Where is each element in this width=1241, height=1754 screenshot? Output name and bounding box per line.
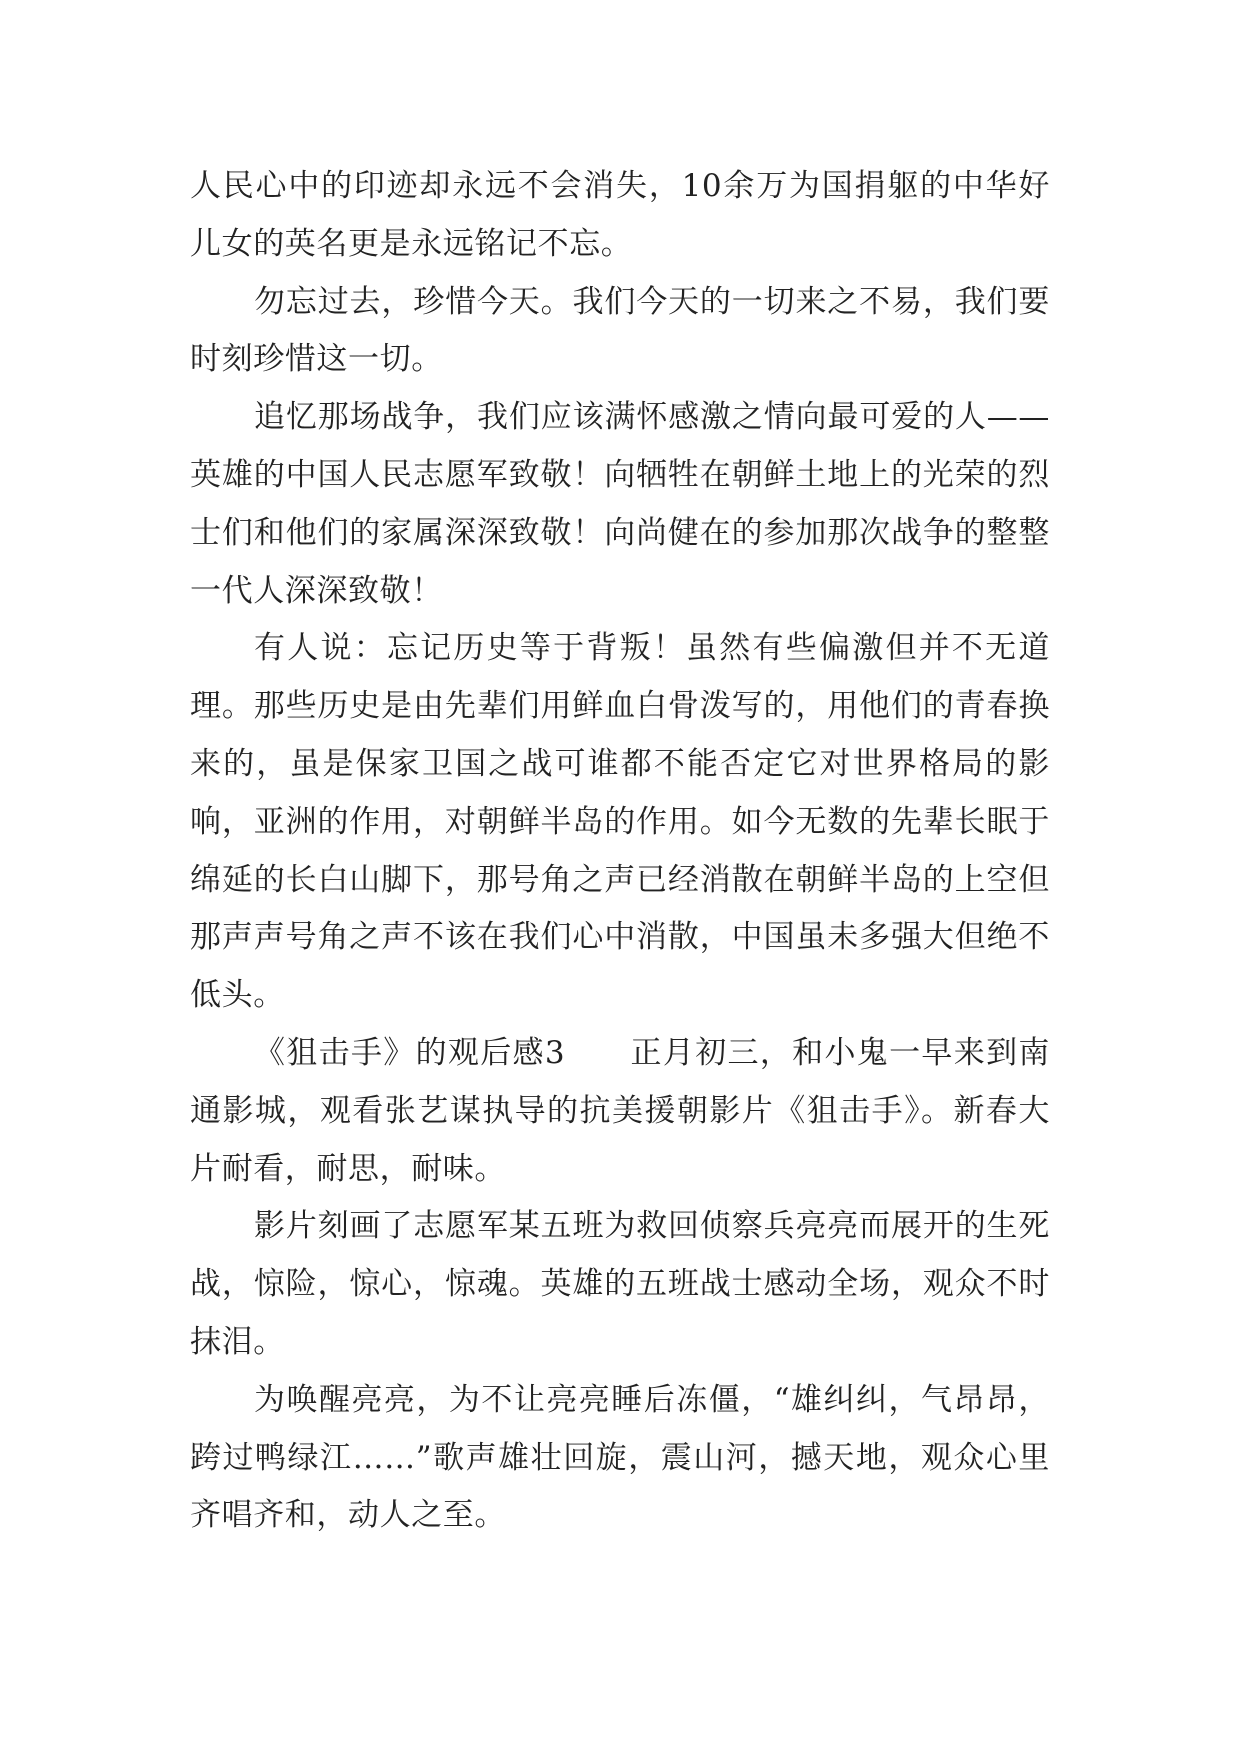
paragraph: 为唤醒亮亮，为不让亮亮睡后冻僵，“雄纠纠，气昂昂，跨过鸭绿江……”歌声雄壮回旋，震山河，撼天地，观众心里齐唱齐和，动人之至。 [190,1381,1050,1534]
paragraph: 勿忘过去，珍惜今天。我们今天的一切来之不易，我们要时刻珍惜这一切。 [190,283,1050,378]
paragraph: 影片刻画了志愿军某五班为救回侦察兵亮亮而展开的生死战，惊险，惊心，惊魂。英雄的五班战士感动全场，观众不时抹泪。 [190,1208,1050,1360]
paragraph: 人民心中的印迹却永远不会消失，10余万为国捐躯的中华好儿女的英名更是永远铭记不忘。 [190,168,1050,262]
paragraph: 追忆那场战争，我们应该满怀感激之情向最可爱的人——英雄的中国人民志愿军致敬！向牺牲在朝鲜土地上的光荣的烈士们和他们的家属深深致敬！向尚健在的参加那次战争的整整一代人深深致敬！ [190,399,1050,609]
paragraph: 有人说：忘记历史等于背叛！虽然有些偏激但并不无道理。那些历史是由先辈们用鲜血白骨泼写的，用他们的青春换来的，虽是保家卫国之战可谁都不能否定它对世界格局的影响，亚洲的作用，对朝鲜半岛的作用。如今无数的先辈长眠于绵延的长白山脚下，那号角之声已经消散在朝鲜半岛的上空但那声声号角之声不该在我们心中消散，中国虽未多强大但绝不低头。 [190,630,1050,1014]
document-body [190,158,1050,1545]
paragraph: 《狙击手》的观后感3 正月初三，和小鬼一早来到南通影城，观看张艺谋执导的抗美援朝影片《狙击手》。新春大片耐看，耐思，耐味。 [190,1034,1050,1187]
